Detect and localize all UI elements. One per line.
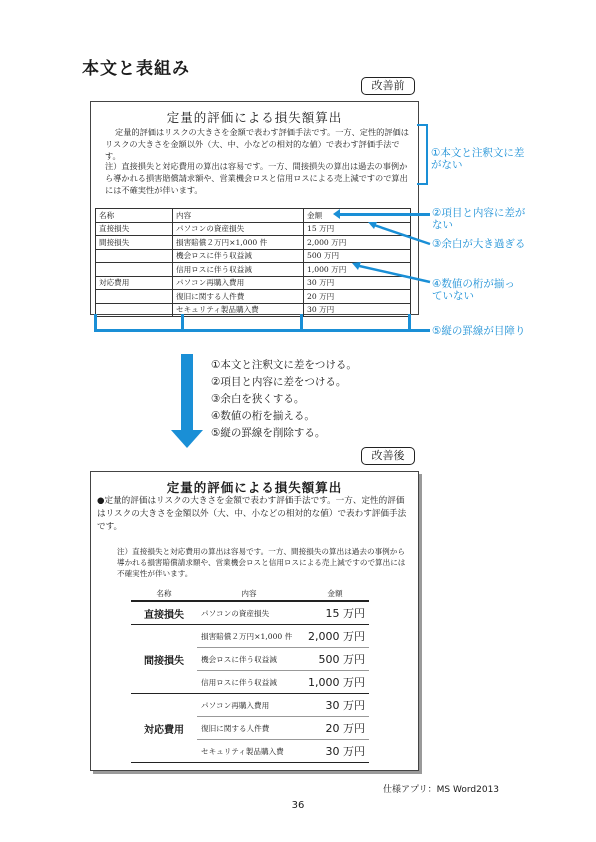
after-cell-amount: 2,000 万円 bbox=[301, 625, 369, 648]
table-row bbox=[131, 694, 369, 717]
after-cell-content: パソコン再購入費用 bbox=[197, 694, 301, 717]
before-cell-amount: 1,000 万円 bbox=[304, 263, 411, 277]
after-table-header-row bbox=[131, 586, 369, 601]
arrow-annotation-3 bbox=[368, 220, 434, 250]
before-cell-name bbox=[96, 303, 173, 317]
annotation-2: ②項目と内容に差がない bbox=[432, 207, 526, 231]
before-cell-name: 間接損失 bbox=[96, 236, 173, 250]
table-row bbox=[131, 625, 369, 648]
table-row bbox=[96, 236, 411, 250]
before-cell-name bbox=[96, 290, 173, 304]
before-table-header-name: 名称 bbox=[96, 209, 173, 223]
before-cell-content: 機会ロスに伴う収益減 bbox=[173, 249, 304, 263]
before-cell-name: 直接損失 bbox=[96, 222, 173, 236]
before-cell-name: 対応費用 bbox=[96, 276, 173, 290]
after-cell-amount: 1,000 万円 bbox=[301, 671, 369, 694]
before-table-header-content: 内容 bbox=[173, 209, 304, 223]
before-cell-amount: 30 万円 bbox=[304, 303, 411, 317]
table-row bbox=[96, 249, 411, 263]
annotation-1: ①本文と注釈文に差がない bbox=[431, 147, 525, 171]
before-cell-amount: 15 万円 bbox=[304, 222, 411, 236]
table-row bbox=[96, 290, 411, 304]
after-badge: 改善後 bbox=[361, 447, 415, 465]
before-doc-title: 定量的評価による損失額算出 bbox=[166, 110, 343, 125]
app-note: 仕様アプリ：MS Word2013 bbox=[383, 785, 500, 795]
after-cell-content: 機会ロスに伴う収益減 bbox=[197, 648, 301, 671]
after-cell-content: 信用ロスに伴う収益減 bbox=[197, 671, 301, 694]
before-paragraph-main: 定量的評価はリスクの大きさを金額で表わす評価手法です。一方、定性的評価はリスクの大きさを金額以外（大、中、小などの相対的な値）で表わす評価手法です。 bbox=[105, 127, 409, 161]
annotation-4: ④数値の桁が揃っていない bbox=[432, 278, 515, 302]
table-row bbox=[96, 222, 411, 236]
after-cell-name: 対応費用 bbox=[131, 694, 197, 763]
after-cell-content: パソコンの資産損失 bbox=[197, 601, 301, 625]
after-cell-content: 損害賠償２万円×1,000 件 bbox=[197, 625, 301, 648]
after-table-header-content: 内容 bbox=[241, 588, 257, 598]
down-arrow-head bbox=[171, 430, 203, 448]
after-table bbox=[131, 586, 369, 763]
before-cell-name bbox=[96, 263, 173, 277]
before-cell-amount: 30 万円 bbox=[304, 276, 411, 290]
before-cell-content: 復旧に関する人件費 bbox=[173, 290, 304, 304]
step-3: ③余白を狭くする。 bbox=[211, 393, 305, 405]
after-cell-amount: 20 万円 bbox=[301, 717, 369, 740]
before-cell-content: セキュリティ製品購入費 bbox=[173, 303, 304, 317]
down-arrow-shaft bbox=[181, 354, 193, 434]
before-paragraph-note: 注）直接損失と対応費用の算出は容易です。一方、間接損失の算出は過去の事例から導かれる損害賠償請求額や、営業機会ロスと信用ロスによる売上減ですので算出には不確実性が伴います。 bbox=[105, 161, 408, 195]
step-4: ④数値の桁を揃える。 bbox=[211, 410, 315, 422]
before-cell-amount: 2,000 万円 bbox=[304, 236, 411, 250]
after-panel bbox=[90, 471, 419, 771]
arrow-line-annotation-2 bbox=[338, 213, 430, 216]
before-cell-amount: 500 万円 bbox=[304, 249, 411, 263]
after-doc-title: 定量的評価による損失額算出 bbox=[166, 480, 343, 495]
section-title: 本文と表組み bbox=[82, 59, 190, 79]
after-cell-amount: 30 万円 bbox=[301, 740, 369, 763]
after-cell-amount: 15 万円 bbox=[301, 601, 369, 625]
after-cell-name: 間接損失 bbox=[131, 625, 197, 694]
tick-1 bbox=[94, 314, 97, 332]
bracket-annotation-1 bbox=[417, 124, 428, 185]
before-table-header-amount: 金額 bbox=[304, 209, 411, 223]
step-2: ②項目と内容に差をつける。 bbox=[211, 376, 347, 388]
tick-2 bbox=[181, 314, 184, 332]
before-cell-content: パソコンの資産損失 bbox=[173, 222, 304, 236]
tick-3 bbox=[300, 314, 303, 332]
after-cell-content: セキュリティ製品購入費 bbox=[197, 740, 301, 763]
arrow-annotation-4 bbox=[352, 262, 434, 286]
after-paragraph-main: ●定量的評価はリスクの大きさを金額で表わす評価手法です。一方、定性的評価はリスクの大きさを金額以外（大、中、小などの相対的な値）で表わす評価手法です。 bbox=[97, 496, 407, 532]
annotation-5: ⑤縦の罫線が目障り bbox=[432, 325, 526, 337]
table-row bbox=[131, 601, 369, 625]
annotation-3: ③余白が大き過ぎる bbox=[432, 238, 526, 250]
after-table-header-name: 名称 bbox=[156, 588, 172, 598]
before-cell-name bbox=[96, 249, 173, 263]
step-5: ⑤縦の罫線を削除する。 bbox=[211, 427, 326, 439]
bracket-line-annotation-5 bbox=[94, 329, 430, 332]
improvement-steps bbox=[211, 357, 411, 442]
after-cell-amount: 500 万円 bbox=[301, 648, 369, 671]
table-row bbox=[96, 303, 411, 317]
page-number: 36 bbox=[291, 800, 305, 811]
arrowhead-annotation-2 bbox=[333, 209, 340, 219]
before-cell-content: 損害賠償２万円×1,000 件 bbox=[173, 236, 304, 250]
step-1: ①本文と注釈文に差をつける。 bbox=[211, 359, 357, 371]
after-paragraph-note: 注）直接損失と対応費用の算出は容易です。一方、間接損失の算出は過去の事例から導かれる損害賠償請求額や、営業機会ロスと信用ロスによる売上減ですので算出には不確実性が伴います。 bbox=[117, 547, 406, 578]
after-cell-amount: 30 万円 bbox=[301, 694, 369, 717]
before-cell-amount: 20 万円 bbox=[304, 290, 411, 304]
before-cell-content: パソコン再購入費用 bbox=[173, 276, 304, 290]
after-cell-name: 直接損失 bbox=[131, 601, 197, 625]
tick-4 bbox=[408, 314, 411, 332]
before-cell-content: 信用ロスに伴う収益減 bbox=[173, 263, 304, 277]
after-cell-content: 復旧に関する人件費 bbox=[197, 717, 301, 740]
before-badge: 改善前 bbox=[361, 77, 415, 95]
after-table-header-amount: 金額 bbox=[327, 588, 343, 598]
